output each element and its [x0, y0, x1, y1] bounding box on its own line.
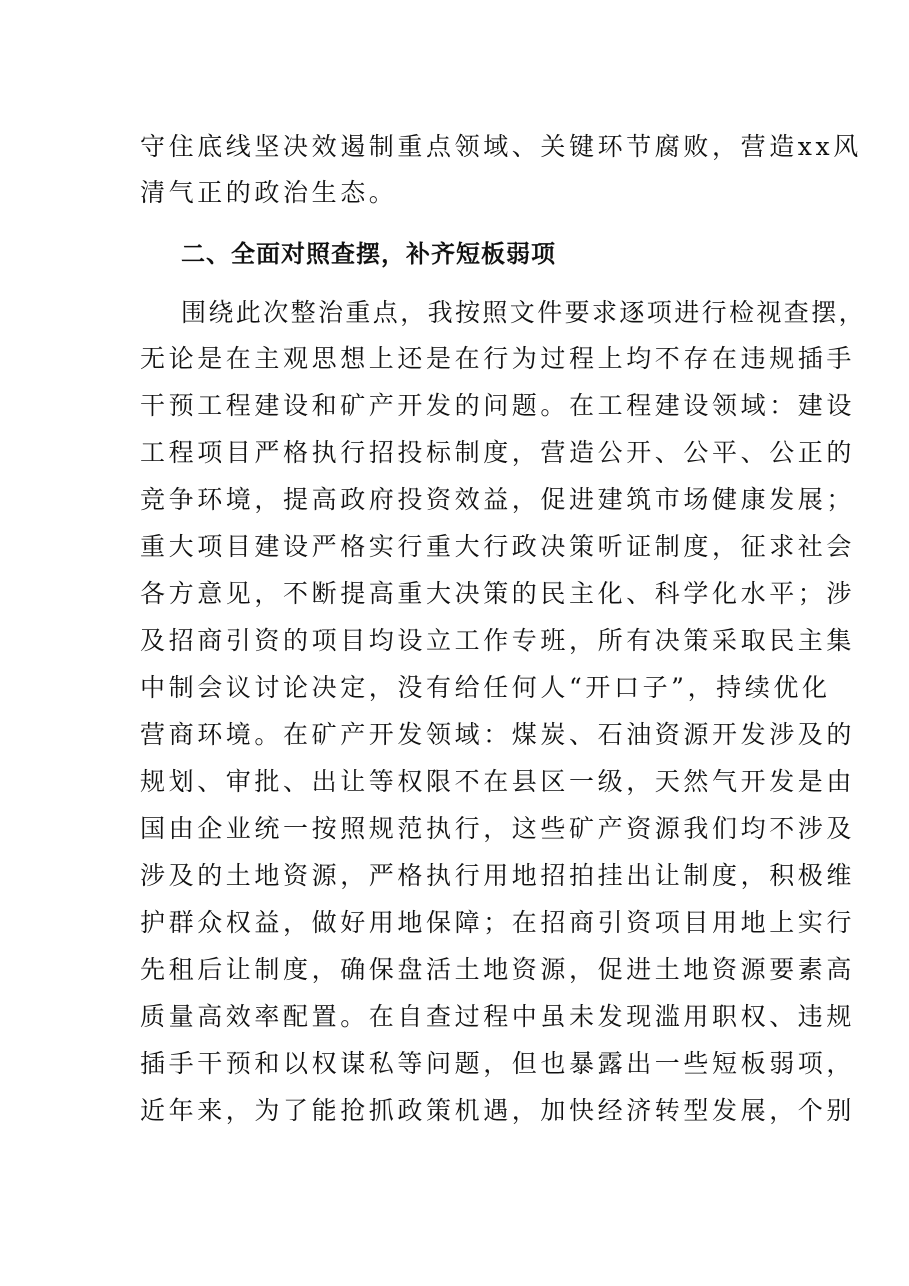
text-line: 规划、审批、出让等权限不在县区一级，天然气开发是由	[140, 767, 856, 796]
text-line: 各方意见，不断提高重大决策的民主化、科学化水平；涉	[140, 579, 856, 608]
text-line: 清气正的政治生态。	[140, 178, 398, 207]
text-line: 先租后让制度，确保盘活土地资源，促进土地资源要素高	[140, 955, 856, 984]
text-line: 国由企业统一按照规范执行，这些矿产资源我们均不涉及	[140, 814, 856, 843]
paragraph-first-line: 围绕此次整治重点，我按照文件要求逐项进行检视查摆，	[181, 298, 867, 327]
text-line: 近年来，为了能抢抓政策机遇，加快经济转型发展，个别	[140, 1096, 856, 1125]
text-line: 护群众权益，做好用地保障；在招商引资项目用地上实行	[140, 908, 856, 937]
text-line: 质量高效率配置。在自查过程中虽未发现滥用职权、违规	[140, 1002, 856, 1031]
section-heading: 二、全面对照查摆，补齐短板弱项	[181, 240, 556, 268]
text-line: 工程项目严格执行招投标制度，营造公开、公平、公正的	[140, 438, 856, 467]
text-line: 及招商引资的项目均设立工作专班，所有决策采取民主集	[140, 626, 856, 655]
text-line: 无论是在主观思想上还是在行为过程上均不存在违规插手	[140, 344, 856, 373]
text-line: 竞争环境，提高政府投资效益，促进建筑市场健康发展；	[140, 485, 856, 514]
text-line: 涉及的土地资源，严格执行用地招拍挂出让制度，积极维	[140, 861, 856, 890]
text-line: 营商环境。在矿产开发领域：煤炭、石油资源开发涉及的	[140, 720, 856, 749]
text-line: 干预工程建设和矿产开发的问题。在工程建设领域：建设	[140, 391, 856, 420]
text-line: 重大项目建设严格实行重大行政决策听证制度，征求社会	[140, 532, 856, 561]
text-line: 守住底线坚决效遏制重点领域、关键环节腐败，营造xx风	[140, 132, 862, 161]
text-line: 中制会议讨论决定，没有给任何人“开口子”，持续优化	[140, 673, 831, 702]
text-line: 插手干预和以权谋私等问题，但也暴露出一些短板弱项，	[140, 1049, 856, 1078]
